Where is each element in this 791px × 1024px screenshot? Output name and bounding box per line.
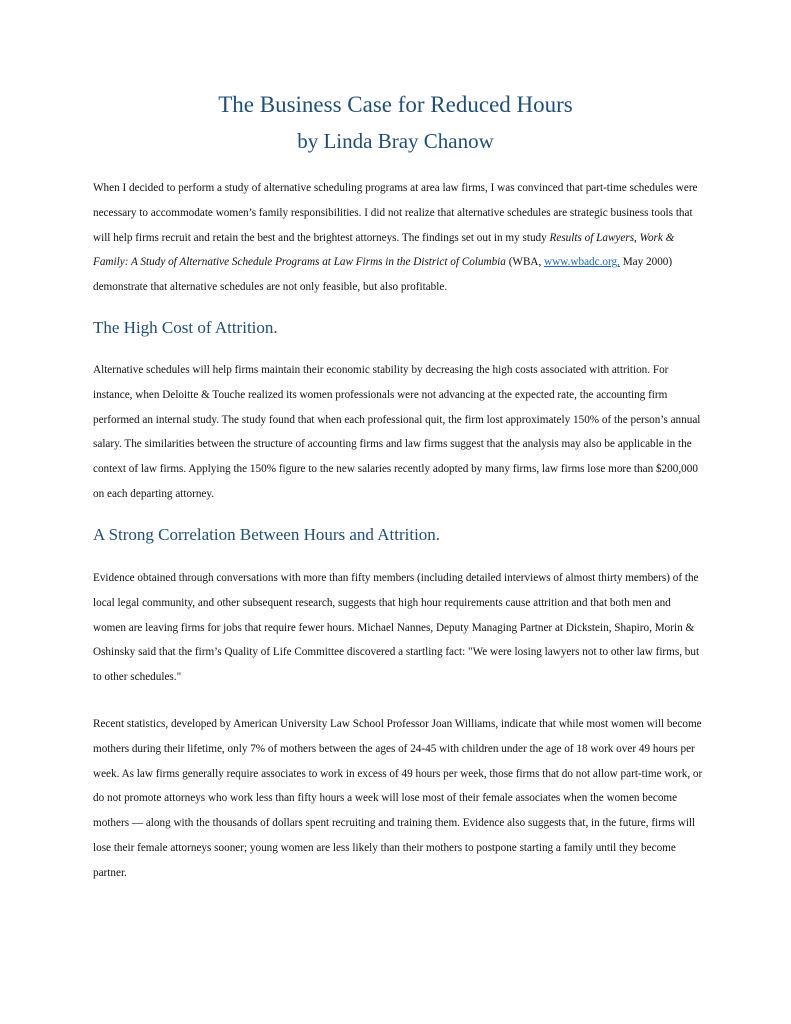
section-heading-hours-correlation: A Strong Correlation Between Hours and Attrition.	[93, 525, 441, 544]
intro-paragraph	[93, 176, 703, 300]
section2-paragraph-2: Recent statistics, developed by American University Law School Professor Joan Williams, indicate that while most women will become mothers during their lifetime, only 7% of mothers between the ages of 24-45 with children under the age of 18 work over 49 hours per week. As law firms generally require associates to work in excess of 49 hours per week, those firms that do not allow part-time work, or do not promote attorneys who work less than fifty hours a week will lose most of their female associates when the women become mothers — along with the thousands of dollars spent recruiting and training them. Evidence also suggests that, in the future, firms will lose their female attorneys sooner; young women are less likely than their mothers to postpone starting a family until they become partner.	[93, 718, 703, 879]
section1-paragraph: Alternative schedules will help firms maintain their economic stability by decreasing the high costs associated with attrition. For instance, when Deloitte & Touche realized its women professionals were not advancing at the expected rate, the accounting firm performed an internal study. The study found that when each professional quit, the firm lost approximately 150% of the person’s annual salary. The similarities between the structure of accounting firms and law firms suggest that the analysis may also be applicable in the context of law firms. Applying the 150% figure to the new salaries recently adopted by many firms, law firms lose more than $200,000 on each departing attorney.	[93, 364, 701, 500]
intro-text-3: May 2000) demonstrate that alternative schedules are not only feasible, but also profitable.	[93, 256, 673, 294]
intro-text-1: When I decided to perform a study of alternative scheduling programs at area law firms, I was convinced that part-time schedules were necessary to accommodate women’s family responsibilities. I did not realize that alternative schedules are strategic business tools that will help firms recruit and retain the best and the brightest attorneys. The findings set out in my study	[93, 182, 698, 244]
intro-text-2: (WBA,	[505, 256, 545, 269]
study-title: Results of Lawyers, Work & Family: A Study of Alternative Schedule Programs at Law Firms in the District of Columbia	[93, 231, 675, 269]
author-byline: by Linda Bray Chanow	[297, 129, 494, 153]
section-heading-attrition-cost: The High Cost of Attrition.	[93, 318, 278, 337]
section2-paragraph-1: Evidence obtained through conversations with more than fifty members (including detailed interviews of almost thirty members) of the local legal community, and other subsequent research, suggests that high hour requirements cause attrition and that both men and women are leaving firms for jobs that require fewer hours. Michael Nannes, Deputy Managing Partner at Dickstein, Shapiro, Morin & Oshinsky said that the firm’s Quality of Life Committee discovered a startling fact: "We were losing lawyers not to other law firms, but to other schedules."	[93, 572, 700, 684]
wbadc-link[interactable]: www.wbadc.org,	[544, 256, 620, 269]
document-title: The Business Case for Reduced Hours	[218, 92, 573, 117]
